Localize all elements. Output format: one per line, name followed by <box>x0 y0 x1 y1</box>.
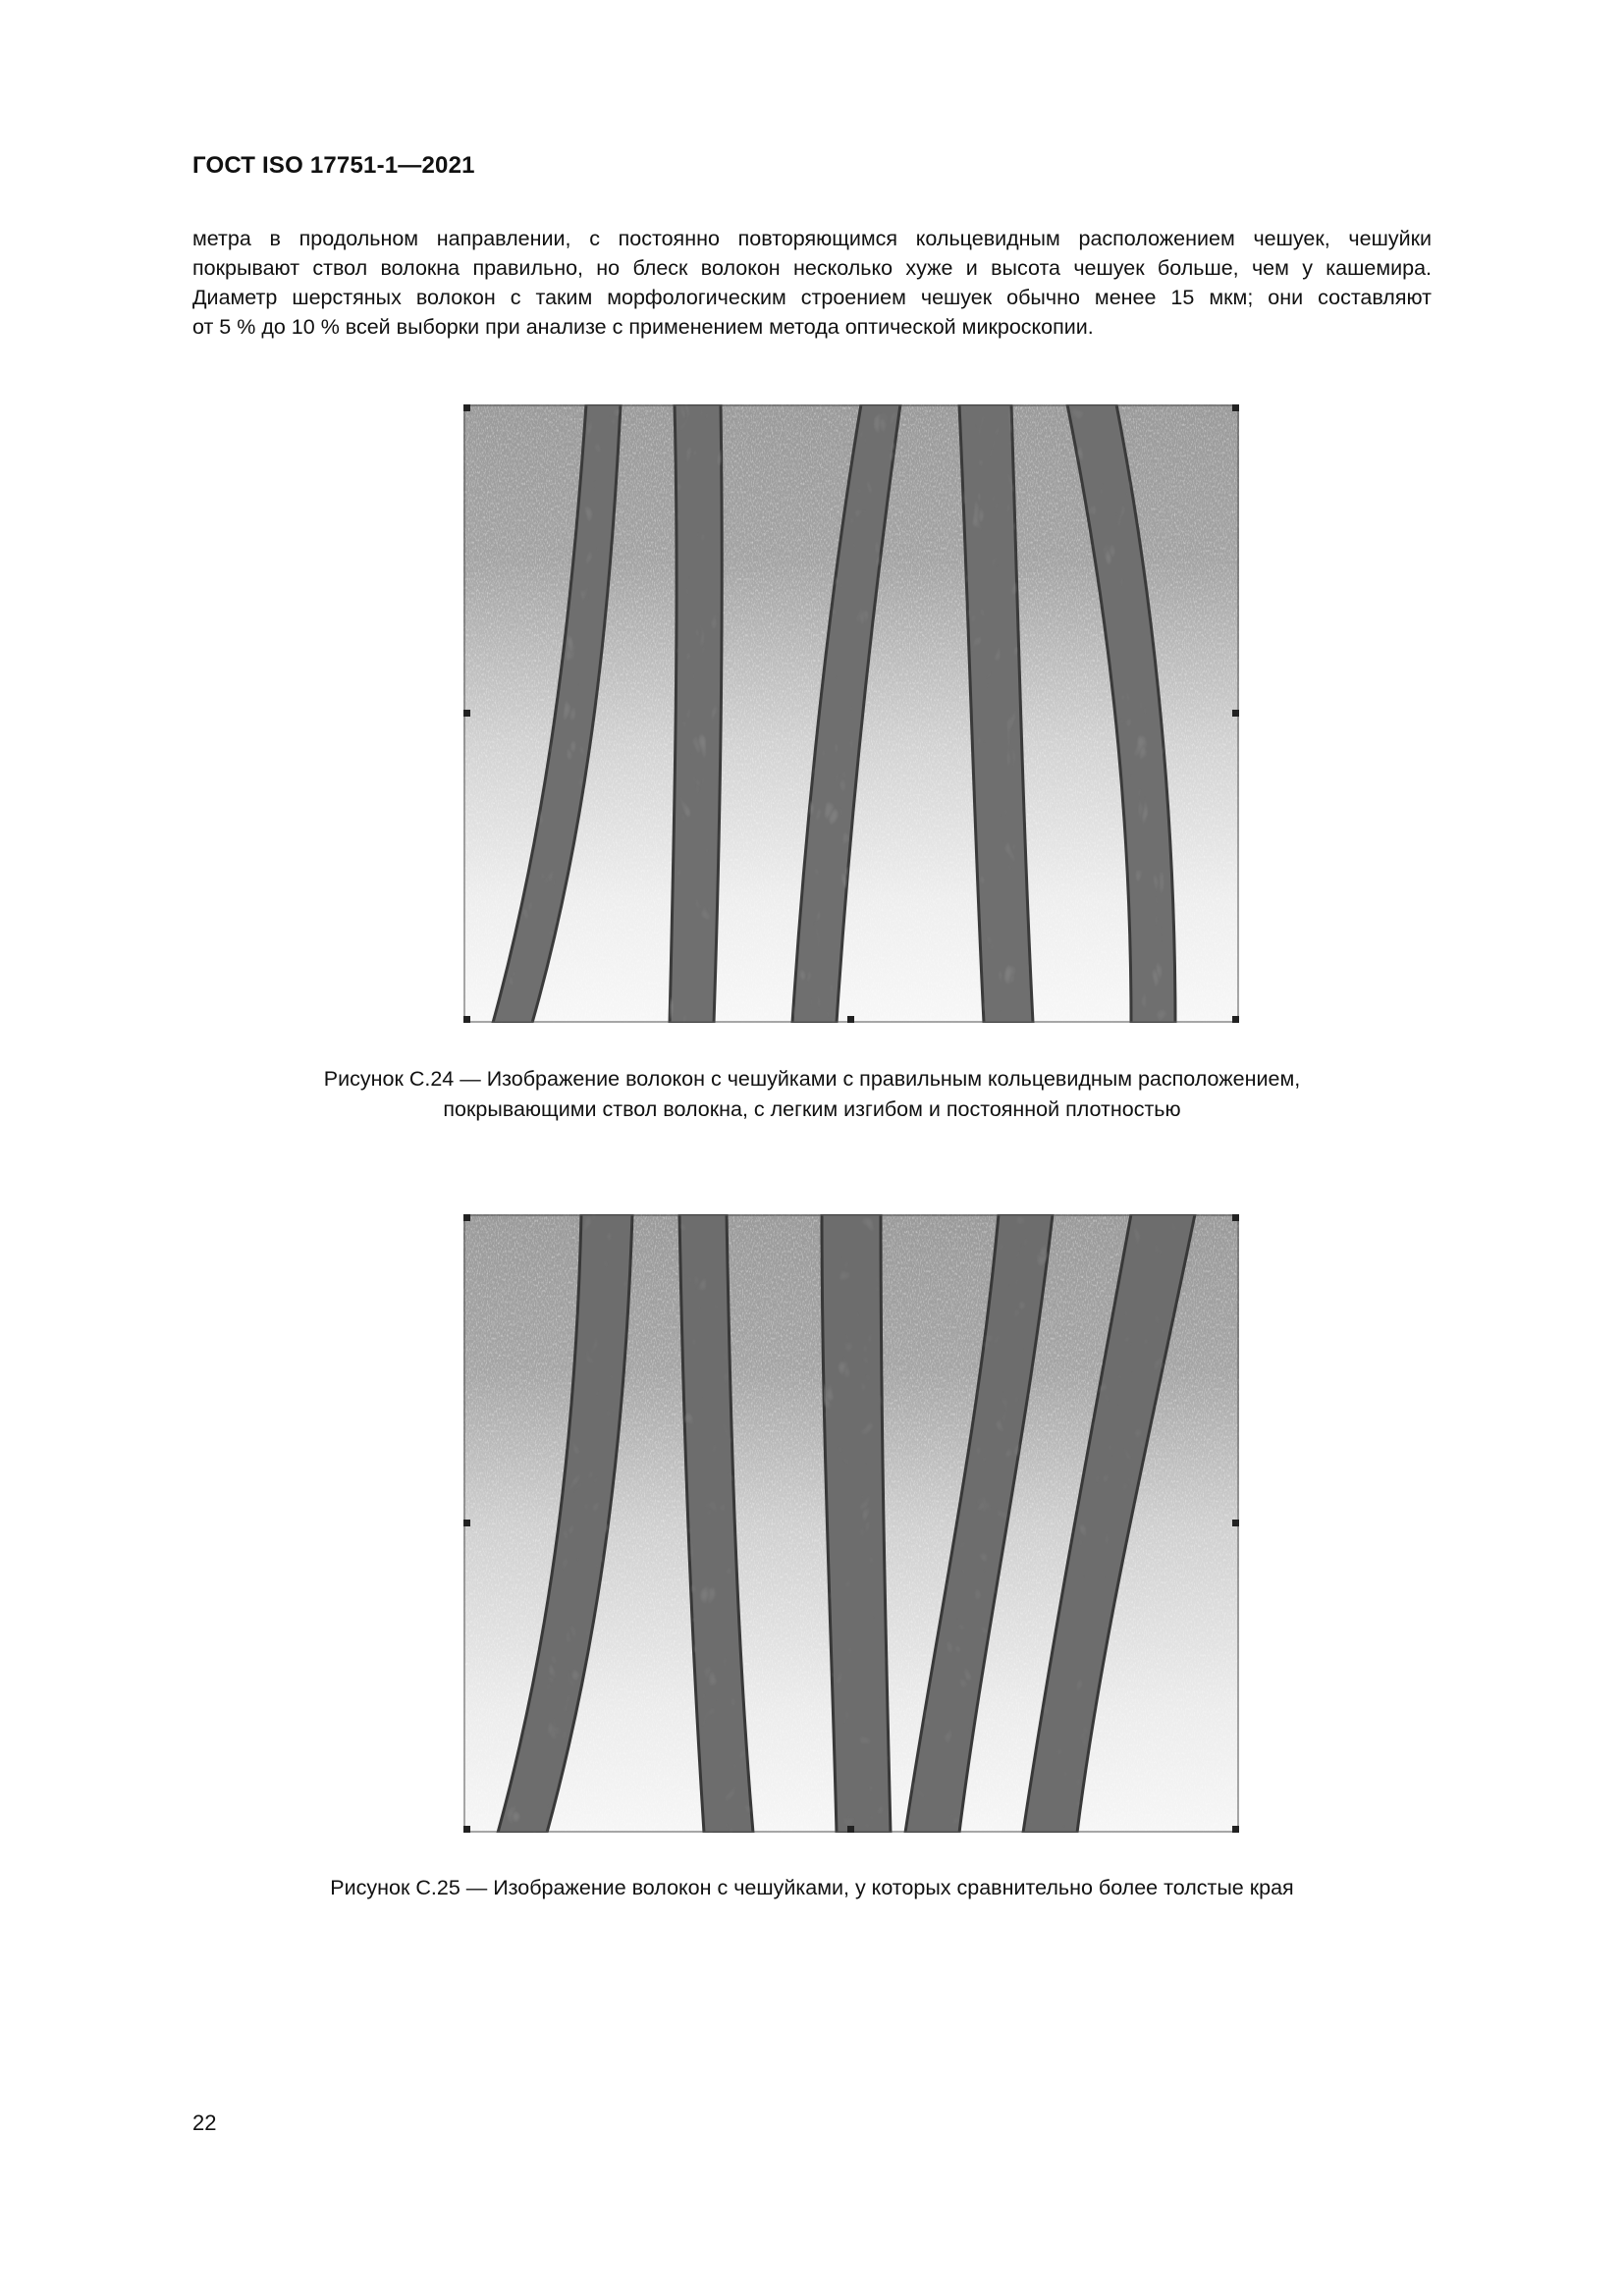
body-line: от 5 % до 10 % всей выборки при анализе с применением метода оптической микроскопии. <box>192 315 1094 339</box>
caption-line: Рисунок С.25 — Изображение волокон с чешуйками, у которых сравнительно более толстые края <box>330 1876 1294 1899</box>
figure-caption <box>192 1064 1432 1125</box>
figure-c25-micrograph <box>463 1214 1239 1833</box>
body-line: покрывают ствол волокна правильно, но блеск волокон несколько хуже и высота чешуек больше, чем у кашемира. <box>192 256 1432 280</box>
document-header: ГОСТ ISO 17751-1—2021 <box>192 152 475 179</box>
body-line: Диаметр шерстяных волокон с таким морфологическим строением чешуек обычно менее 15 мкм; они составляют <box>192 286 1432 309</box>
figure-caption <box>192 1873 1432 1903</box>
caption-line: покрывающими ствол волокна, с легким изгибом и постоянной плотностью <box>443 1097 1181 1121</box>
page-number: 22 <box>192 2110 217 2135</box>
body-line: метра в продольном направлении, с постоянно повторяющимся кольцевидным расположением чешуек, чешуйки <box>192 227 1432 250</box>
caption-line: Рисунок С.24 — Изображение волокон с чешуйками с правильным кольцевидным расположением, <box>323 1067 1301 1091</box>
fiber-micrograph-image <box>463 1214 1239 1833</box>
body-paragraph <box>192 224 1432 342</box>
figure-c24-micrograph <box>463 404 1239 1023</box>
fiber-micrograph-image <box>463 404 1239 1023</box>
